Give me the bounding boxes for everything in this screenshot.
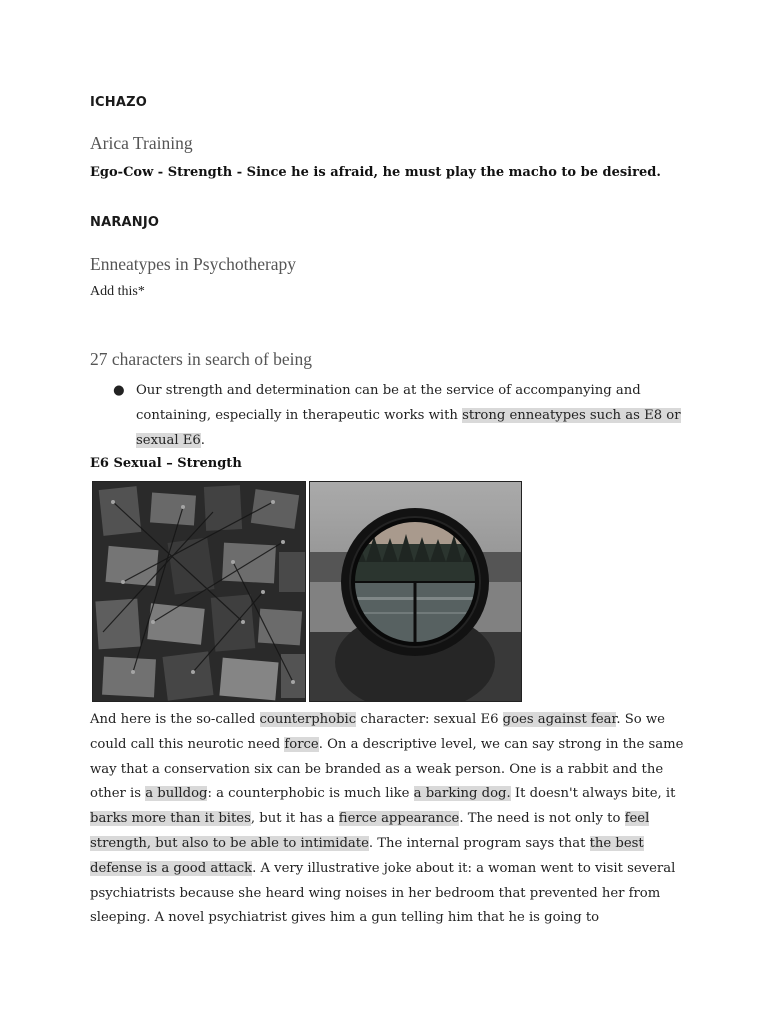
highlighted-text: feel strength, but also to be able to intimidate — [90, 811, 650, 851]
highlighted-text: goes against fear — [502, 712, 617, 727]
arica-training-title: Arica Training — [90, 133, 193, 153]
bullet-text: Our strength and determination can be at the service of accompanying and containing, especially in therapeutic works with — [136, 383, 641, 423]
add-this-note: Add this* — [90, 284, 145, 299]
naranjo-heading: NARANJO — [90, 215, 160, 230]
strength-bullet-list — [90, 378, 690, 453]
highlighted-text: strong enneatypes such as E8 or sexual E6 — [136, 408, 681, 448]
bullet-icon: ● — [113, 383, 125, 398]
paragraph-text: . The need is not only to — [459, 811, 625, 827]
characters-title: 27 characters in search of being — [90, 349, 313, 369]
paragraph-text: character: sexual E6 — [356, 712, 503, 727]
paragraph-text: . So we could call this neurotic need — [90, 712, 665, 752]
enneatypes-title: Enneatypes in Psychotherapy — [90, 254, 297, 274]
highlighted-text: a barking dog. — [413, 786, 511, 802]
list-item — [90, 378, 690, 453]
ichazo-heading: ICHAZO — [90, 95, 147, 110]
highlighted-text: the best defense is a good attack — [90, 835, 644, 876]
paragraph-text: : a counterphobic is much like — [207, 786, 414, 802]
highlighted-text: counterphobic — [259, 712, 357, 727]
detective-board-photo — [92, 481, 306, 702]
highlighted-text: fierce appearance — [338, 811, 460, 827]
e6-sexual-heading: E6 Sexual – Strength — [90, 456, 242, 471]
paragraph-text: . On a descriptive level, we can say strong in the same way that a conservation six can be branded as a weak person. One is a rabbit and the other is — [90, 736, 684, 802]
arica-strength-line: Ego-Cow - Strength - Since he is afraid, he must play the macho to be desired. — [90, 165, 661, 180]
paragraph-text: , but it has a — [250, 811, 339, 827]
bullet-text-end: . — [200, 433, 205, 448]
counterphobic-paragraph — [90, 708, 690, 931]
highlighted-text: force — [284, 736, 319, 752]
paragraph-text: It doesn't always bite, it — [510, 786, 676, 802]
paragraph-text: . The internal program says that — [368, 835, 590, 851]
paragraph-text: . A very illustrative joke about it: a woman went to visit several psychiatrists because she heard wing noises in her bedroom that prevented her from sleeping. A novel psychiatrist gives him a gun telling him that he is going to — [90, 860, 676, 926]
highlighted-text: a bulldog — [145, 786, 208, 802]
rifle-scope-photo — [309, 481, 522, 702]
paragraph-text: And here is the so-called — [90, 712, 260, 727]
highlighted-text: barks more than it bites — [90, 811, 251, 827]
